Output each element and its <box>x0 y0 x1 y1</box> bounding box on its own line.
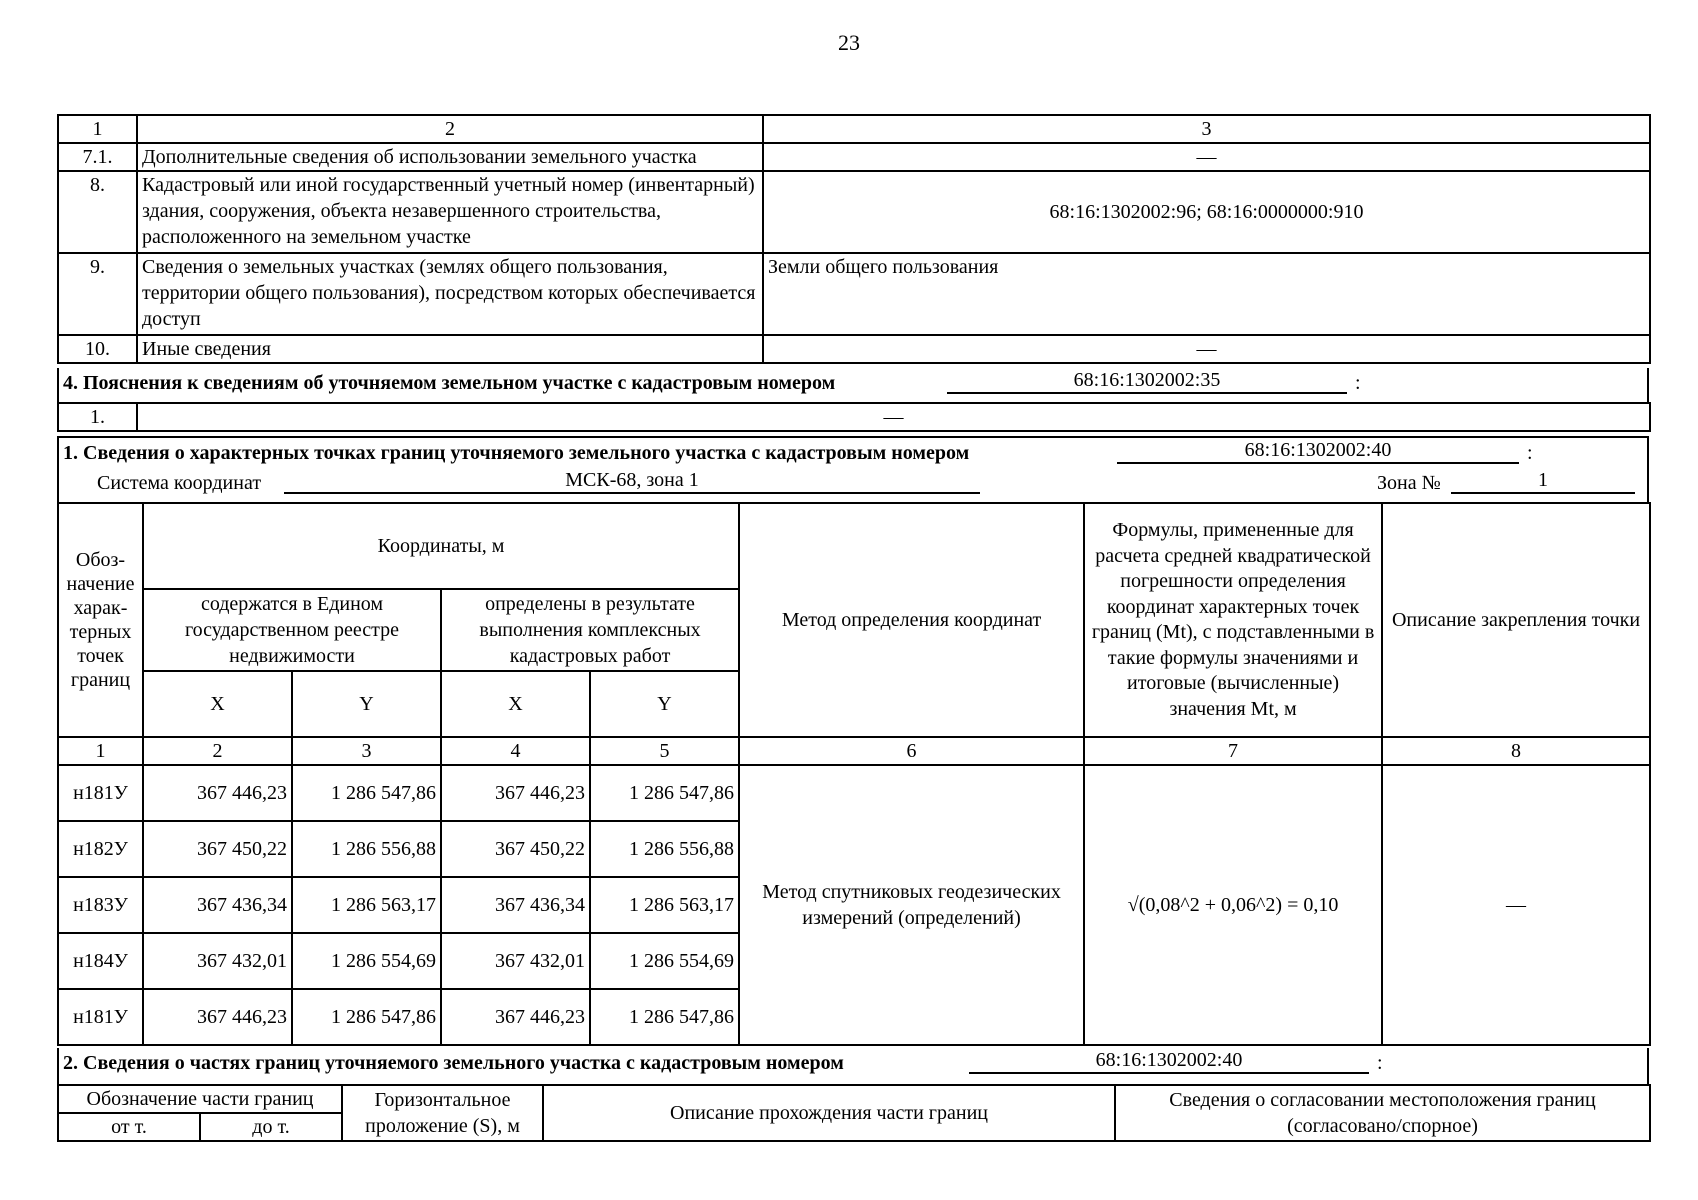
col-number: 4 <box>441 737 590 765</box>
col-number: 6 <box>739 737 1084 765</box>
header-from: от т. <box>58 1113 200 1141</box>
header-to: до т. <box>200 1113 342 1141</box>
point-name: н184У <box>58 933 143 989</box>
row-number: 10. <box>58 335 137 363</box>
section1-header <box>57 436 1649 504</box>
boundary-parts-table <box>57 1084 1651 1142</box>
row-value: Земли общего пользования <box>763 253 1650 335</box>
point-y-egrn: 1 286 556,88 <box>292 821 441 877</box>
point-x-kkr: 367 446,23 <box>441 765 590 821</box>
table-row <box>58 335 1650 363</box>
point-y-kkr: 1 286 556,88 <box>590 821 739 877</box>
table-row <box>58 765 1650 821</box>
point-y-egrn: 1 286 554,69 <box>292 933 441 989</box>
row-value: 68:16:1302002:96; 68:16:0000000:910 <box>763 171 1650 253</box>
row-number: 7.1. <box>58 143 137 171</box>
point-x-egrn: 367 446,23 <box>143 765 292 821</box>
row-label: Сведения о земельных участках (землях общего пользования, территории общего пользования), посредством которых обеспечивается доступ <box>137 253 763 335</box>
method-value: Метод спутниковых геодезических измерений (определений) <box>739 765 1084 1045</box>
row-label: Кадастровый или иной государственный учетный номер (инвентарный) здания, сооружения, объекта незавершенного строительства, расположенного на земельном участке <box>137 171 763 253</box>
section4-cadastral-number: 68:16:1302002:35 <box>947 368 1347 394</box>
point-x-egrn: 367 450,22 <box>143 821 292 877</box>
row-label: Дополнительные сведения об использовании земельного участка <box>137 143 763 171</box>
col-number: 1 <box>58 737 143 765</box>
points-table <box>57 502 1651 1046</box>
point-name: н182У <box>58 821 143 877</box>
point-name: н181У <box>58 765 143 821</box>
section1-title: 1. Сведения о характерных точках границ уточняемого земельного участка с кадастровым номером <box>63 442 970 464</box>
row-value: — <box>137 403 1650 431</box>
col-number: 7 <box>1084 737 1382 765</box>
header-y: Y <box>292 671 441 737</box>
page-number: 23 <box>838 30 860 55</box>
section2-title: 2. Сведения о частях границ уточняемого земельного участка с кадастровым номером <box>63 1052 844 1074</box>
header-agreement: Сведения о согласовании местоположения границ (согласовано/спорное) <box>1115 1085 1650 1141</box>
header-y: Y <box>590 671 739 737</box>
point-y-kkr: 1 286 547,86 <box>590 989 739 1045</box>
formula-value: √(0,08^2 + 0,06^2) = 0,10 <box>1084 765 1382 1045</box>
zone-label: Зона № <box>1377 472 1441 494</box>
col-number: 2 <box>143 737 292 765</box>
header-x: X <box>143 671 292 737</box>
point-y-egrn: 1 286 547,86 <box>292 989 441 1045</box>
point-y-kkr: 1 286 547,86 <box>590 765 739 821</box>
header-coordinates: Координаты, м <box>143 503 739 589</box>
table-row <box>58 143 1650 171</box>
row-value: — <box>763 335 1650 363</box>
col-number: 5 <box>590 737 739 765</box>
row-number: 8. <box>58 171 137 253</box>
section2-header <box>57 1048 1649 1086</box>
point-y-kkr: 1 286 563,17 <box>590 877 739 933</box>
row-value: — <box>763 143 1650 171</box>
point-y-kkr: 1 286 554,69 <box>590 933 739 989</box>
section1-colon: : <box>1527 442 1533 464</box>
coord-system-label: Система координат <box>97 472 262 494</box>
col-number: 8 <box>1382 737 1650 765</box>
header-designation: Обоз-начение харак-терных точек границ <box>58 503 143 737</box>
header-fixing: Описание закрепления точки <box>1382 503 1650 737</box>
table-row <box>58 171 1650 253</box>
row-number: 9. <box>58 253 137 335</box>
table-row <box>58 403 1650 431</box>
coord-system-value: МСК-68, зона 1 <box>284 468 980 494</box>
point-x-kkr: 367 436,34 <box>441 877 590 933</box>
point-x-kkr: 367 450,22 <box>441 821 590 877</box>
header-col-1: 1 <box>58 115 137 143</box>
point-y-egrn: 1 286 563,17 <box>292 877 441 933</box>
point-x-kkr: 367 432,01 <box>441 933 590 989</box>
col-number: 3 <box>292 737 441 765</box>
point-name: н181У <box>58 989 143 1045</box>
header-kkr: определены в результате выполнения комплексных кадастровых работ <box>441 589 739 671</box>
section4-table <box>57 402 1651 432</box>
point-y-egrn: 1 286 547,86 <box>292 765 441 821</box>
point-name: н183У <box>58 877 143 933</box>
table-row <box>58 253 1650 335</box>
header-part-designation: Обозначение части границ <box>58 1085 342 1113</box>
row-label: Иные сведения <box>137 335 763 363</box>
header-horizontal: Горизонтальное проложение (S), м <box>342 1085 543 1141</box>
section4-colon: : <box>1355 372 1361 394</box>
section2-cadastral-number: 68:16:1302002:40 <box>969 1048 1369 1074</box>
header-col-3: 3 <box>763 115 1650 143</box>
point-x-egrn: 367 446,23 <box>143 989 292 1045</box>
header-description: Описание прохождения части границ <box>543 1085 1115 1141</box>
header-x: X <box>441 671 590 737</box>
fixing-value: — <box>1382 765 1650 1045</box>
header-formulas: Формулы, примененные для расчета средней квадратической погрешности определения координат характерных точек границ (Mt), с подставленными в такие формулы значениями и итоговые (вычисленные) значения Mt, м <box>1084 503 1382 737</box>
land-info-table <box>57 114 1651 364</box>
row-number: 1. <box>58 403 137 431</box>
point-x-kkr: 367 446,23 <box>441 989 590 1045</box>
point-x-egrn: 367 432,01 <box>143 933 292 989</box>
header-col-2: 2 <box>137 115 763 143</box>
section4-header <box>57 368 1649 404</box>
header-egrn: содержатся в Едином государственном реестре недвижимости <box>143 589 441 671</box>
header-method: Метод определения координат <box>739 503 1084 737</box>
point-x-egrn: 367 436,34 <box>143 877 292 933</box>
section4-title: 4. Пояснения к сведениям об уточняемом земельном участке с кадастровым номером <box>63 372 836 394</box>
section2-colon: : <box>1377 1052 1383 1074</box>
zone-value: 1 <box>1451 468 1635 494</box>
section1-cadastral-number: 68:16:1302002:40 <box>1117 438 1519 464</box>
